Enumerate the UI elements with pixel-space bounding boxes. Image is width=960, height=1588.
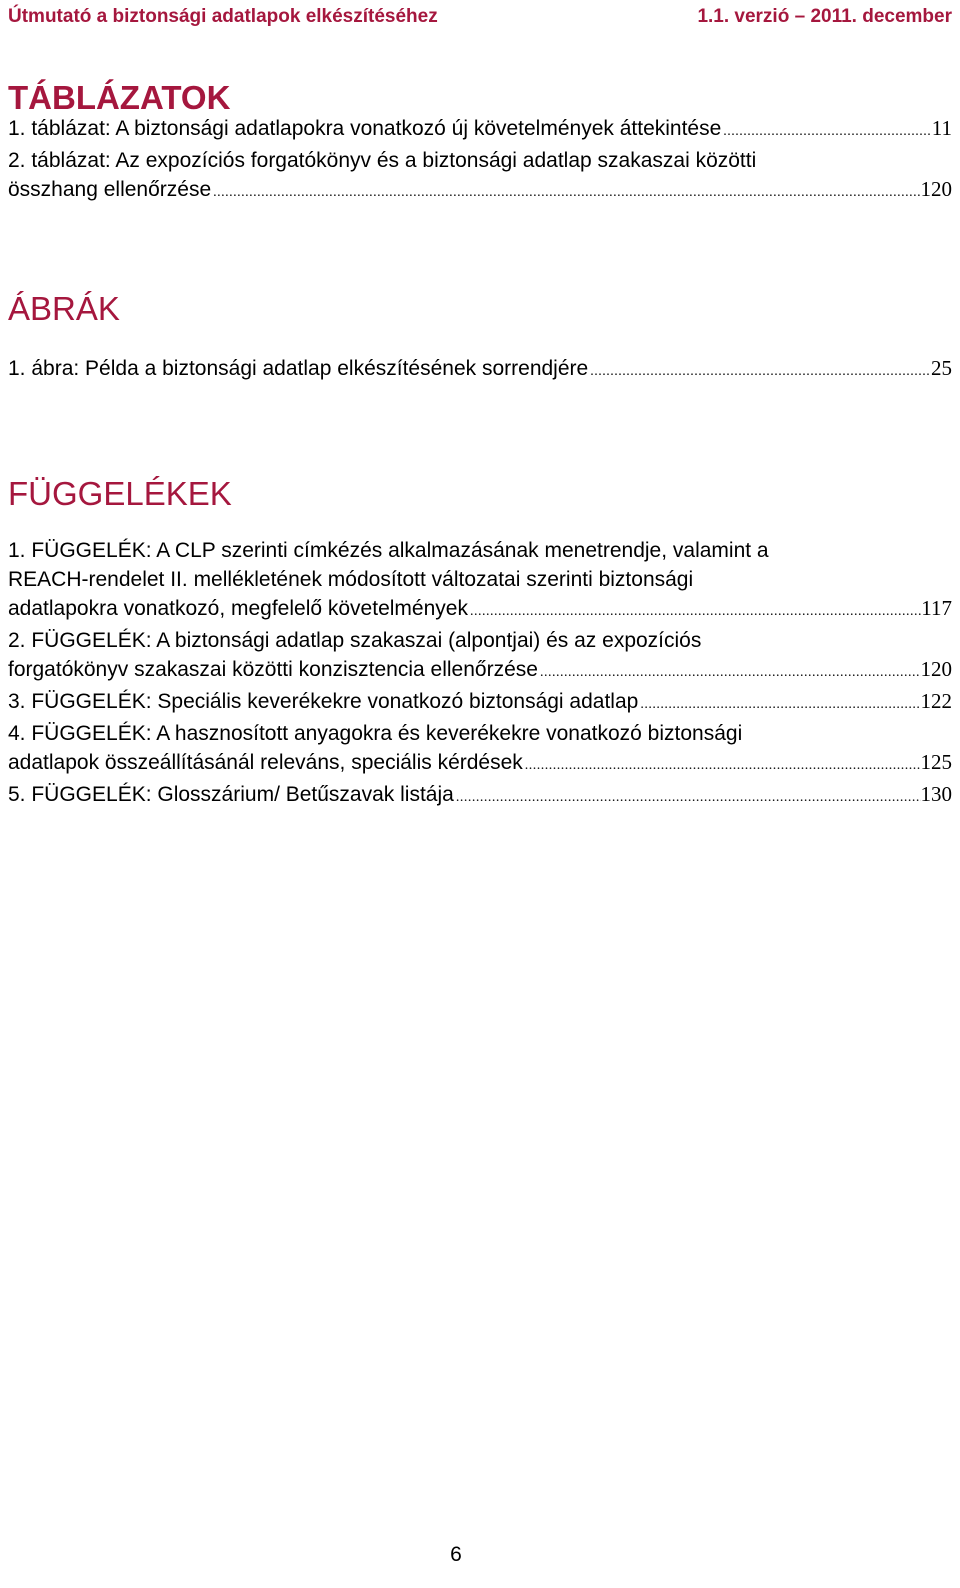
dot-leader — [468, 597, 921, 626]
section-title-tables: TÁBLÁZATOK — [8, 79, 231, 116]
toc-entry-appendix-5[interactable] — [8, 780, 952, 812]
toc-entry-text: 3. FÜGGELÉK: Speciális keverékekre vonatkozó biztonsági adatlap — [8, 690, 639, 713]
toc-entry-text: forgatókönyv szakaszai közötti konzisztencia ellenőrzése — [8, 658, 538, 681]
toc-entry-appendix-4[interactable] — [8, 719, 952, 780]
toc-entry-text: 5. FÜGGELÉK: Glosszárium/ Betűszavak listája — [8, 783, 454, 806]
dot-leader — [454, 783, 921, 812]
dot-leader — [721, 117, 931, 146]
dot-leader — [588, 357, 931, 386]
toc-page-number: 125 — [920, 750, 952, 774]
toc-list-tables — [8, 114, 952, 207]
toc-entry-text-line: 2. FÜGGELÉK: A biztonsági adatlap szakaszai (alpontjai) és az expozíciós — [8, 629, 702, 652]
toc-entry-table-2[interactable] — [8, 146, 952, 207]
header-version-date: 1.1. verzió – 2011. december — [697, 6, 952, 27]
toc-entry-text: adatlapokra vonatkozó, megfelelő követelmények — [8, 597, 468, 620]
toc-list-appendices — [8, 536, 952, 812]
toc-entry-figure-1[interactable] — [8, 354, 952, 386]
toc-page-number: 25 — [931, 356, 952, 380]
toc-entry-text-line: 2. táblázat: Az expozíciós forgatókönyv és a biztonsági adatlap szakaszai közötti — [8, 149, 757, 172]
toc-page-number: 11 — [931, 116, 952, 140]
section-title-figures: ÁBRÁK — [8, 290, 120, 327]
page-number: 6 — [450, 1543, 462, 1566]
toc-entry-text-line: 4. FÜGGELÉK: A hasznosított anyagokra és keverékekre vonatkozó biztonsági — [8, 722, 743, 745]
toc-page-number: 120 — [920, 657, 952, 681]
toc-entry-appendix-3[interactable] — [8, 687, 952, 719]
toc-entry-appendix-2[interactable] — [8, 626, 952, 687]
toc-entry-text: 1. táblázat: A biztonsági adatlapokra vonatkozó új követelmények áttekintése — [8, 117, 722, 140]
header-document-title: Útmutató a biztonsági adatlapok elkészítéséhez — [8, 6, 438, 27]
toc-entry-text: 1. ábra: Példa a biztonsági adatlap elkészítésének sorrendjére — [8, 357, 589, 380]
toc-page-number: 120 — [920, 177, 952, 201]
dot-leader — [523, 751, 921, 780]
section-title-appendices: FÜGGELÉKEK — [8, 475, 232, 512]
toc-entry-text-line: REACH-rendelet II. mellékletének módosított változatai szerinti biztonsági — [8, 568, 694, 591]
toc-list-figures — [8, 354, 952, 386]
toc-entry-table-1[interactable] — [8, 114, 952, 146]
toc-page-number: 117 — [921, 596, 952, 620]
toc-entry-appendix-1[interactable] — [8, 536, 952, 626]
toc-entry-text: összhang ellenőrzése — [8, 178, 212, 201]
toc-entry-text: adatlapok összeállításánál releváns, speciális kérdések — [8, 751, 523, 774]
toc-page-number: 122 — [920, 689, 952, 713]
page-header — [8, 4, 952, 30]
dot-leader — [538, 658, 921, 687]
dot-leader — [211, 178, 920, 207]
toc-page-number: 130 — [920, 782, 952, 806]
toc-entry-text-line: 1. FÜGGELÉK: A CLP szerinti címkézés alkalmazásának menetrendje, valamint a — [8, 539, 769, 562]
dot-leader — [638, 690, 920, 719]
